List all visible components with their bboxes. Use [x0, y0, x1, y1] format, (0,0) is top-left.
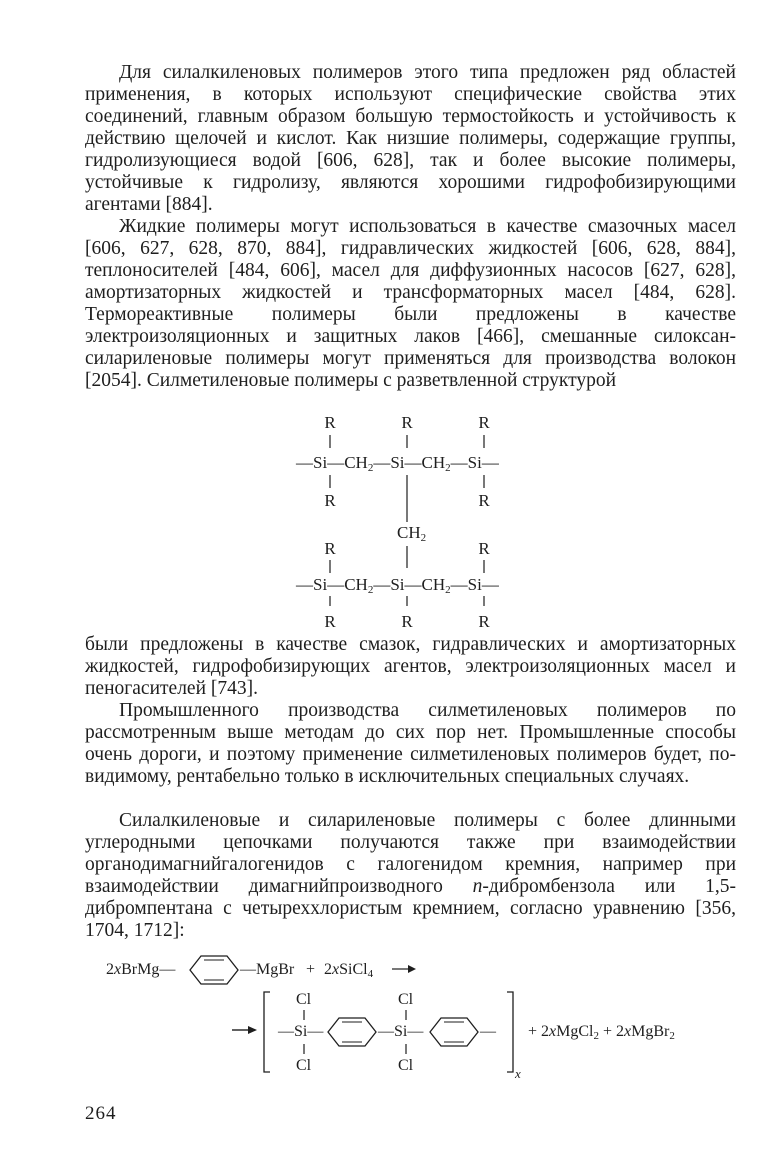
structure-r-bottom-right: R [478, 612, 490, 631]
product-end-dash: — [480, 1023, 496, 1040]
reaction-equation [0, 948, 778, 1098]
structure-chain-bottom: —Si—CH2—Si—CH2—Si— [296, 575, 499, 596]
bracket-left [264, 992, 270, 1072]
paragraph-industrial: Промышленного производства силметиленовых полимеров по рассмотренным выше методам до сих пор нет. Промышленные способы очень дороги, и поэтому применение силметиленовых полимеров будет, по-видимому, рентабельно только в исключительных специальных случаях. [85, 700, 736, 787]
structure-r-top-right: R [478, 413, 490, 432]
benzene-ring-product-1 [328, 1018, 376, 1046]
structure-r-mid-right: R [478, 491, 490, 510]
reactant-grignard-left: 2xBrMg— [106, 961, 176, 978]
structure-r-top-center: R [401, 413, 413, 432]
product-si-1: —Si— [278, 1023, 324, 1040]
product-si-2: —Si— [378, 1023, 424, 1040]
benzene-ring-product-2 [430, 1018, 478, 1046]
plus-sign-1: + [306, 961, 316, 978]
paragraph-applications: Для силалкиленовых полимеров этого типа предложен ряд областей применения, в которых используют специфические свойства этих соединений, главным образом большую термостойкость и устойчивость к действию щелочей и кислот. Как низшие полимеры, содержащие группы, гидролизующиеся водой [606, 628], так и более высокие полимеры, устойчивые к гидролизу, являются хорошими гидрофобизирующими агентами [884]. [85, 62, 736, 215]
structure-r-bottom-left: R [324, 612, 336, 631]
product-cl-top-1: Cl [296, 991, 312, 1008]
bracket-right [507, 992, 513, 1072]
structure-r-bottom-center: R [401, 612, 413, 631]
structure-r-top-left: R [324, 413, 336, 432]
paragraph-longer-chains: Силалкиленовые и силариленовые полимеры с более длинными углеродными цепочками получаются также при взаимодействии органодимагнийгалогенидов с галогенидом кремния, например при взаимодействии димагнийпроизводного п-дибромбензола или 1,5-дибромпентана с четыреххлористым кремнием, согласно уравнению [356, 1704, 1712]: [85, 810, 736, 941]
structure-bridge-ch2: CH2 [397, 523, 427, 544]
arrow-reaction-product [232, 1026, 257, 1034]
product-cl-bottom-2: Cl [398, 1057, 414, 1074]
benzene-ring-reactant [190, 956, 238, 984]
paragraph-liquid-polymers: Жидкие полимеры могут использоваться в качестве смазочных масел [606, 627, 628, 870, 884], гидравлических жидкостей [606, 628, 884], теплоносителей [484, 606], масел для диффузионных насосов [627, 628], амортизаторных жидкостей и трансформаторных масел [484, 628]. Термореактивные полимеры были предложены в качестве электроизоляционных и защитных лаков [466], смешанные силоксан-силариленовые полимеры могут применяться для производства волокон [2054]. Силметиленовые полимеры с разветвленной структурой [85, 216, 736, 391]
structure-r-low-right: R [478, 539, 490, 558]
structure-r-mid-left: R [324, 491, 336, 510]
product-cl-top-2: Cl [398, 991, 414, 1008]
structure-r-low-left: R [324, 539, 336, 558]
reactant-mgbr: —MgBr [240, 961, 295, 978]
polymer-index-x: x [515, 1066, 521, 1081]
page-number: 264 [85, 1103, 117, 1124]
product-cl-bottom-1: Cl [296, 1057, 312, 1074]
reactant-sicl4: 2xSiCl4 [324, 961, 374, 980]
structure-chain-top: —Si—CH2—Si—CH2—Si— [296, 453, 499, 474]
byproducts: + 2xMgCl2 + 2xMgBr2 [528, 1023, 675, 1042]
arrow-reaction-top [392, 965, 416, 973]
paragraph-branched-uses: были предложены в качестве смазок, гидравлических и амортизаторных жидкостей, гидрофобизирующих агентов, электроизоляционных масел и пеногасителей [743]. [85, 634, 736, 699]
branched-polymer-structure [0, 410, 778, 640]
